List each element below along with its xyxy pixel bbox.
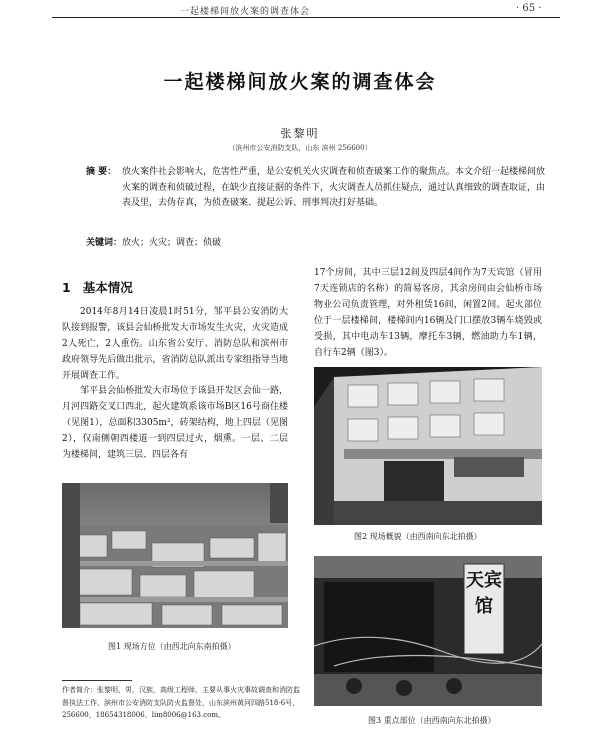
paragraph-1: 2014年8月14日凌晨1时51分，邹平县公安消防大队接到报警，该县会仙桥批发大市场发生火灾，火灾造成2人死亡，2人重伤。山东省公安厅、消防总队和滨州市政府领导先后做出批示，省消防总队派出专家组指导当地开展调查工作。 (62, 307, 288, 381)
keywords (86, 235, 546, 248)
figure-1-caption: 图1 现场方位（由西北向东南拍摄） (108, 642, 236, 651)
abstract (86, 165, 546, 208)
abstract-label: 摘 要： (86, 167, 117, 177)
stairwell-photo-drawing (314, 556, 542, 706)
keywords-text: 放火；火灾；调查；侦破 (122, 238, 222, 248)
figure-1-photo (62, 483, 288, 628)
author-affiliation: （滨州市公安消防支队，山东 滨州 256600） (228, 144, 372, 152)
hotel-sign-text: 天宾馆 (466, 570, 502, 617)
figure-3-caption: 图3 重点部位（由西南向东北拍摄） (368, 716, 496, 725)
author-footnote: 作者简介：张黎明，男，汉族，高级工程师，主要从事火灾事故调查和消防监督执法工作，滨州市公安消防支队防火监督处，山东滨州黄河四路518-6号，256600，18654318006，lim8006@163.com。 (62, 686, 300, 719)
paragraph-2: 邹平县会仙桥批发大市场位于该县开发区会仙一路，月河四路交叉口西北，起火建筑系该市场B区16号商住楼（见图1），总面积3305m²，砖架结构，地上四层（见图2），仅南侧朝西楼道一到四层过火，烟熏。一层、二层为楼梯间，建筑三层、四层各有 (62, 386, 288, 460)
article-title: 一起楼梯间放火案的调查体会 (163, 71, 437, 93)
keywords-label: 关键词： (86, 238, 123, 248)
running-title: 一起楼梯间放火案的调查体会 (180, 7, 311, 17)
abstract-text: 放火案件社会影响大，危害性严重，是公安机关火灾调查和侦查破案工作的聚焦点。本文介绍一起楼梯间放火案的调查和侦破过程，在缺少直接证据的条件下，火灾调查人员抓住疑点，通过认真细致的调查取证，由表及里，去伪存真，为侦查破案、提起公诉、刑事判决打好基础。 (122, 167, 546, 208)
header-rule (52, 17, 560, 18)
aerial-photo-drawing (62, 483, 288, 628)
figure-2-caption: 图2 现场概貌（由西南向东北拍摄） (354, 532, 482, 541)
page-number: · 65 · (516, 3, 542, 14)
section-heading (62, 278, 145, 296)
footnote-rule (62, 680, 132, 681)
figure-3-photo (314, 556, 542, 706)
paragraph-right: 17个房间，其中三层12间及四层4间作为7天宾馆（冒用7天连锁店的名称）的简易客房，其余房间由会仙桥市场物业公司负责管理，对外租赁16间，闲置2间。起火部位位于一层楼梯间，楼梯间内16辆及门口摆放3辆车烧毁或受损，其中电动车13辆，摩托车3辆，燃油助力车1辆，自行车2辆（图3）。 (314, 268, 542, 358)
figure-2-photo (314, 367, 542, 525)
author-name: 张黎明 (280, 127, 320, 140)
section-number: 1 (62, 280, 71, 295)
building-photo-drawing (314, 367, 542, 525)
section-title: 基本情况 (82, 280, 133, 295)
